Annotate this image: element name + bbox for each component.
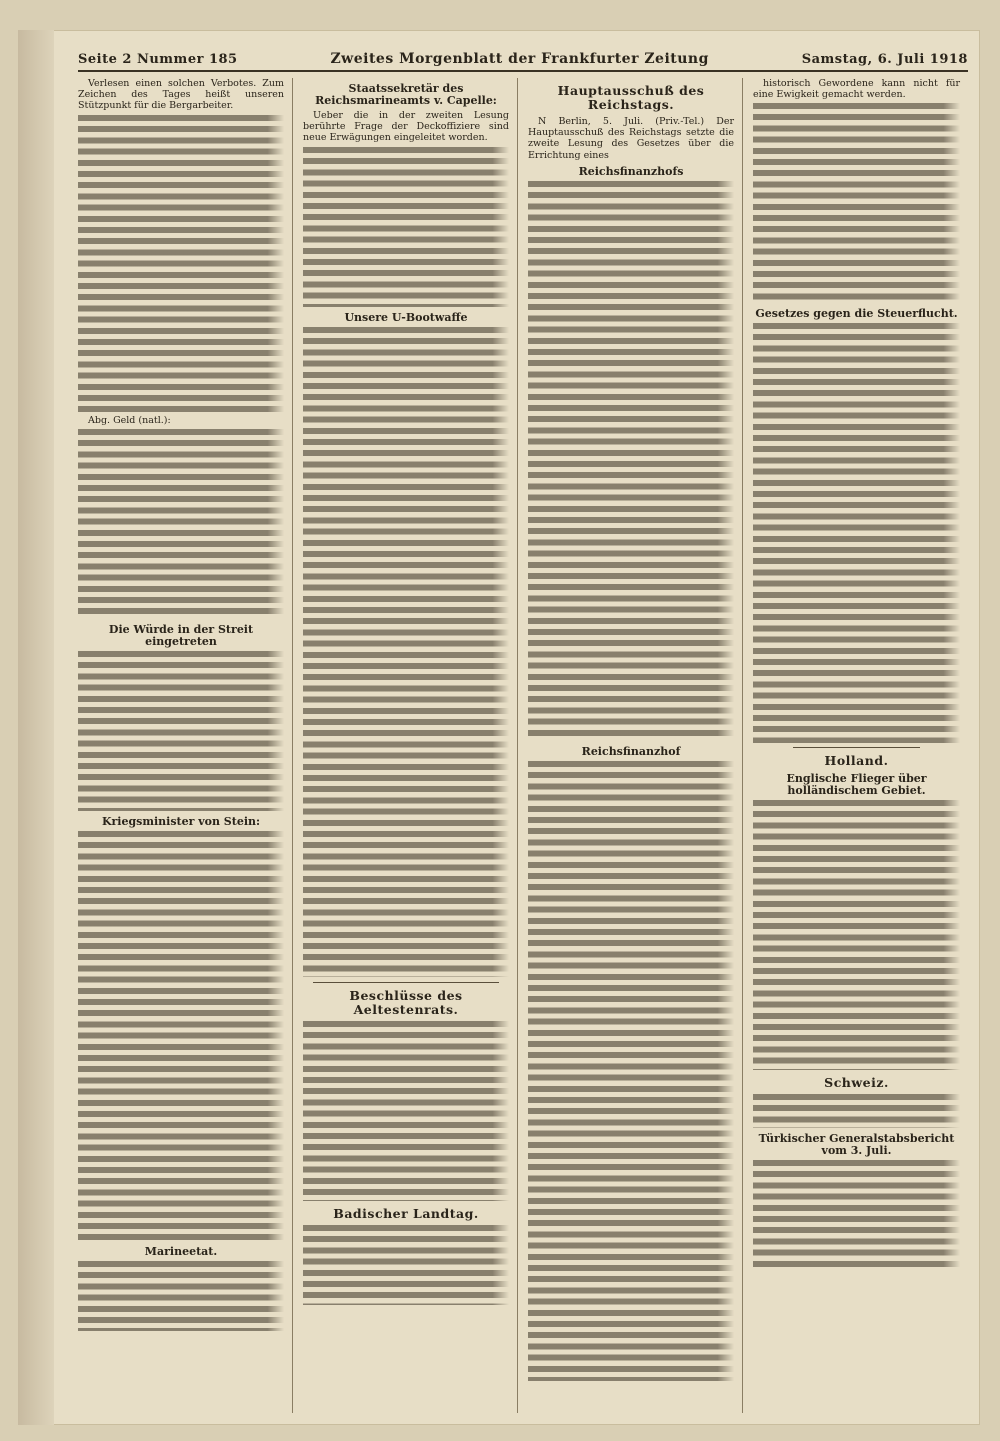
section-heading: Reichsfinanzhof: [581, 744, 681, 758]
column-2-paragraph: Ueber die in der zweiten Lesung berührte Frage der Deckoffiziere sind neue Erwägungen eingeleitet worden.: [303, 110, 509, 144]
text-block: [528, 181, 734, 741]
newspaper-page: [18, 30, 980, 1425]
section-heading: Schweiz.: [824, 1075, 889, 1091]
text-block: [78, 831, 284, 1241]
divider: [793, 747, 920, 748]
text-block: [528, 761, 734, 1381]
text-block: [753, 323, 960, 743]
section-heading: Die Würde in der Streit eingetreten: [108, 622, 254, 648]
text-block: [753, 1094, 960, 1128]
column-1-paragraph: Verlesen einen solchen Verbotes. Zum Zeichen des Tages heißt unseren Stützpunkt für die Bergarbeiter.: [78, 78, 284, 112]
article-columns: [78, 78, 968, 1413]
speaker-label: Abg. Geld (natl.):: [88, 414, 171, 426]
section-heading: Türkischer Generalstabsbericht vom 3. Juli.: [758, 1132, 955, 1158]
section-heading: Reichsfinanzhofs: [578, 164, 684, 178]
section-heading: Kriegsminister von Stein:: [101, 814, 261, 828]
text-block: [753, 1160, 960, 1270]
column-1: [78, 78, 293, 1413]
text-block: [78, 115, 284, 415]
column-4-paragraph: historisch Gewordene kann nicht für eine Ewigkeit gemacht werden.: [753, 78, 960, 101]
text-block: [303, 327, 509, 977]
divider: [313, 982, 499, 983]
text-block: [78, 651, 284, 811]
text-block: [303, 1021, 509, 1201]
section-heading: Marineetat.: [144, 1244, 218, 1258]
text-block: [78, 1261, 284, 1331]
text-block: [78, 429, 284, 619]
column-3-paragraph: N Berlin, 5. Juli. (Priv.-Tel.) Der Hauptausschuß des Reichstags setzte die zweite Lesung des Gesetzes über die Errichtung eines: [528, 116, 734, 161]
newspaper-title: Zweites Morgenblatt der Frankfurter Zeitung: [330, 51, 709, 67]
text-block: [753, 800, 960, 1070]
page-binding-edge: [18, 30, 54, 1425]
section-heading: Beschlüsse des Aeltestenrats.: [349, 987, 463, 1017]
section-heading: Staatssekretär des Reichsmarineamts v. Capelle:: [315, 82, 497, 107]
section-heading: Badischer Landtag.: [333, 1205, 479, 1221]
column-3: [528, 78, 743, 1413]
masthead: [78, 48, 968, 72]
issue-date: Samstag, 6. Juli 1918: [801, 51, 968, 67]
text-block: [303, 1225, 509, 1305]
section-heading: Englische Flieger über holländischem Gebiet.: [786, 772, 927, 798]
section-heading: Hauptausschuß des Reichstags.: [557, 83, 705, 112]
section-heading: Gesetzes gegen die Steuerflucht.: [755, 307, 958, 321]
section-heading: Unsere U-Bootwaffe: [344, 310, 468, 324]
column-2: [303, 78, 518, 1413]
page-number: Seite 2 Nummer 185: [78, 51, 238, 67]
column-4: [753, 78, 968, 1413]
section-heading: Holland.: [824, 753, 889, 769]
text-block: [303, 147, 509, 307]
text-block: [753, 103, 960, 303]
